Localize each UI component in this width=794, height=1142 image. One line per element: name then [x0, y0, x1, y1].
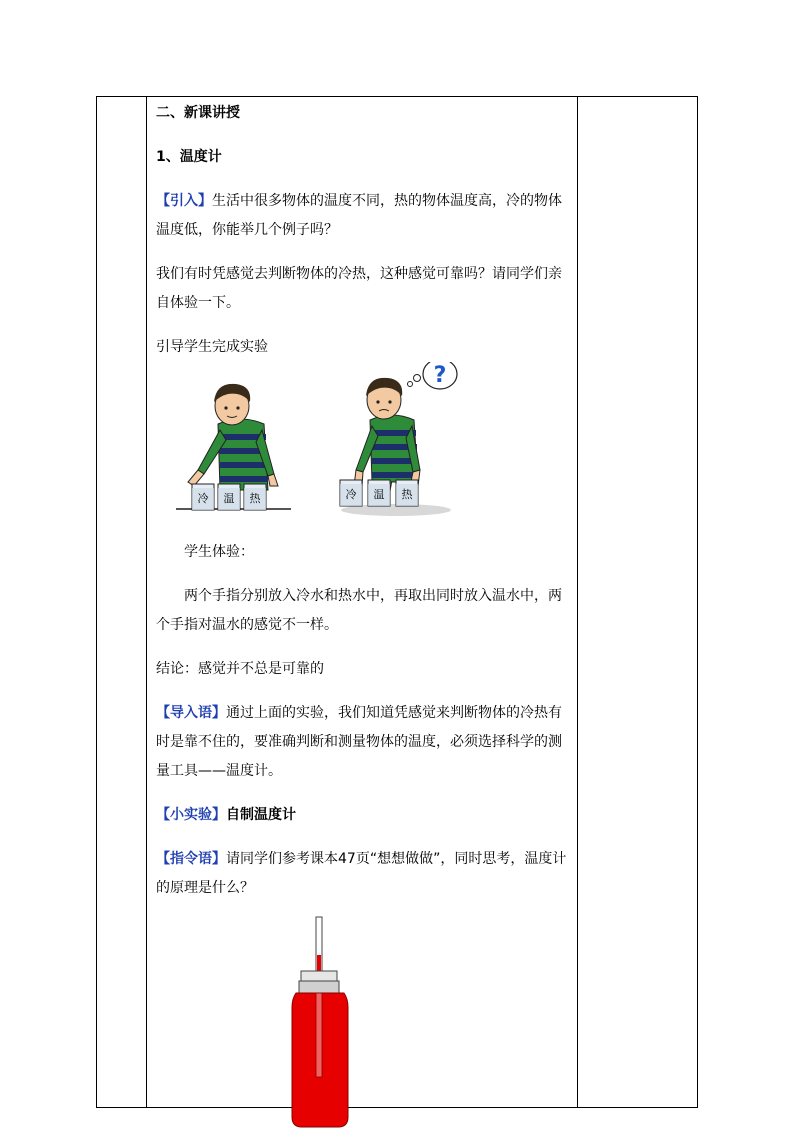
instruction-text: 请同学们参考课本47页“想想做做”，同时思考，温度计的原理是什么？ [156, 851, 567, 896]
experience-title: 学生体验： [184, 544, 254, 560]
intro-text: 生活中很多物体的温度不同，热的物体温度高，冷的物体温度低，你能举几个例子吗？ [156, 193, 562, 238]
cups-left [192, 484, 266, 510]
boy-right-figure [340, 362, 457, 516]
intro-paragraph [156, 187, 574, 245]
section-subheading: 1、温度计 [156, 149, 222, 165]
cup-label-warm: 温 [223, 492, 235, 505]
intro-tag: 【引入】 [156, 193, 212, 209]
cups-right [340, 480, 418, 506]
cup-label-hot-2: 热 [401, 488, 413, 501]
lesson-content [156, 96, 574, 1131]
mini-experiment-line [156, 801, 574, 830]
boy-left-figure [176, 384, 291, 510]
cup-label-cold-2: 冷 [345, 488, 357, 501]
thermometer-bottle-figure [156, 903, 574, 1131]
cup-label-warm-2: 温 [373, 488, 385, 501]
column-divider-left [146, 96, 147, 1108]
bottle-illustration [156, 903, 574, 1131]
thought-bubble [408, 362, 458, 389]
guide-text: 引导学生完成实验 [156, 339, 268, 355]
instruction-paragraph [156, 845, 574, 903]
mini-experiment-title: 自制温度计 [226, 807, 296, 823]
question-paragraph: 我们有时凭感觉去判断物体的冷热，这种感觉可靠吗？请同学们亲自体验一下。 [156, 266, 562, 311]
instruction-tag: 【指令语】 [156, 851, 226, 867]
experiment-illustration [156, 362, 574, 538]
conclusion-text: 结论：感觉并不总是可靠的 [156, 661, 324, 677]
experience-text: 两个手指分别放入冷水和热水中，再取出同时放入温水中，两个手指对温水的感觉不一样。 [156, 588, 562, 633]
mini-experiment-tag: 【小实验】 [156, 807, 226, 823]
cup-label-hot: 热 [249, 492, 261, 505]
experiment-figure [156, 362, 574, 538]
lead-paragraph [156, 699, 574, 786]
question-mark: ? [433, 363, 447, 388]
lead-text: 通过上面的实验，我们知道凭感觉来判断物体的冷热有时是靠不住的，要准确判断和测量物体的温度，必须选择科学的测量工具——温度计。 [156, 705, 562, 779]
lead-tag: 【导入语】 [156, 705, 226, 721]
section-heading: 二、新课讲授 [156, 105, 240, 121]
cup-label-cold: 冷 [197, 492, 209, 505]
column-divider-right [577, 96, 578, 1108]
